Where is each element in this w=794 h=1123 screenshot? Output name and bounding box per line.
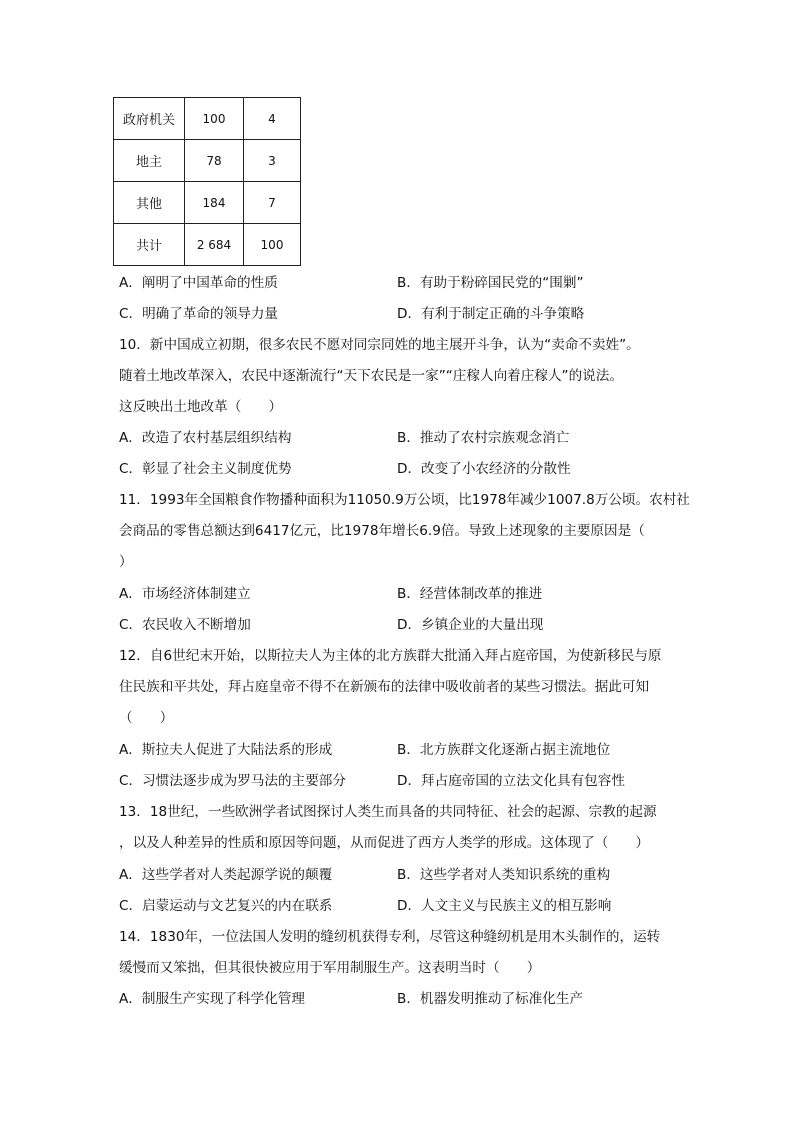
q12-option-c: C．习惯法逐步成为罗马法的主要部分 bbox=[119, 773, 346, 789]
q13-option-a: A．这些学者对人类起源学说的颠覆 bbox=[119, 867, 333, 883]
table-cell: 184 bbox=[185, 182, 244, 224]
q10-option-c: C．彰显了社会主义制度优势 bbox=[119, 461, 292, 477]
q10-option-d: D．改变了小农经济的分散性 bbox=[397, 461, 571, 477]
table-cell: 共计 bbox=[114, 224, 185, 266]
q9-option-d: D．有利于制定正确的斗争策略 bbox=[397, 306, 585, 322]
table-row bbox=[114, 98, 301, 140]
q12-option-b: B．北方族群文化逐渐占据主流地位 bbox=[397, 742, 611, 758]
q11-stem-line: 11．1993年全国粮食作物播种面积为11050.9万公顷，比1978年减少1007.8万公顷。农村社 bbox=[119, 492, 690, 508]
table-row bbox=[114, 224, 301, 266]
table-cell: 其他 bbox=[114, 182, 185, 224]
q12-option-d: D．拜占庭帝国的立法文化具有包容性 bbox=[397, 773, 625, 789]
table-cell: 100 bbox=[185, 98, 244, 140]
table-cell: 100 bbox=[244, 224, 301, 266]
table-cell: 政府机关 bbox=[114, 98, 185, 140]
table-cell: 7 bbox=[244, 182, 301, 224]
q13-option-b: B．这些学者对人类知识系统的重构 bbox=[397, 867, 611, 883]
q12-stem-line: （ ） bbox=[119, 710, 174, 726]
q14-option-a: A．制服生产实现了科学化管理 bbox=[119, 991, 306, 1007]
q10-stem-line: 这反映出土地改革（ ） bbox=[119, 399, 283, 415]
q12-stem-line: 住民族和平共处，拜占庭皇帝不得不在新颁布的法律中吸收前者的某些习惯法。据此可知 bbox=[119, 679, 650, 695]
table-cell: 3 bbox=[244, 140, 301, 182]
q11-option-d: D．乡镇企业的大量出现 bbox=[397, 617, 544, 633]
table-cell: 78 bbox=[185, 140, 244, 182]
table-cell: 2 684 bbox=[185, 224, 244, 266]
q11-option-a: A．市场经济体制建立 bbox=[119, 586, 251, 602]
q10-stem-line: 10．新中国成立初期，很多农民不愿对同宗同姓的地主展开斗争，认为“卖命不卖姓”。 bbox=[119, 337, 640, 353]
q11-option-c: C．农民收入不断增加 bbox=[119, 617, 251, 633]
q13-option-d: D．人文主义与民族主义的相互影响 bbox=[397, 898, 612, 914]
q14-stem-line: 14．1830年，一位法国人发明的缝纫机获得专利，尽管这种缝纫机是用木头制作的，运转 bbox=[119, 929, 661, 945]
q10-option-b: B．推动了农村宗族观念消亡 bbox=[397, 430, 570, 446]
q9-option-c: C．明确了革命的领导力量 bbox=[119, 306, 279, 322]
table-row bbox=[114, 182, 301, 224]
q12-stem-line: 12．自6世纪末开始，以斯拉夫人为主体的北方族群大批涌入拜占庭帝国，为使新移民与原 bbox=[119, 648, 662, 664]
table-row bbox=[114, 140, 301, 182]
q11-stem-line: 会商品的零售总额达到6417亿元，比1978年增长6.9倍。导致上述现象的主要原因是（ bbox=[119, 523, 645, 539]
q11-option-b: B．经营体制改革的推进 bbox=[397, 586, 543, 602]
q10-option-a: A．改造了农村基层组织结构 bbox=[119, 430, 292, 446]
q12-option-a: A．斯拉夫人促进了大陆法系的形成 bbox=[119, 742, 333, 758]
q13-stem-line: ，以及人种差异的性质和原因等问题，从而促进了西方人类学的形成。这体现了（ ） bbox=[119, 835, 650, 851]
q14-stem-line: 缓慢而又笨拙，但其很快被应用于军用制服生产。这表明当时（ ） bbox=[119, 960, 541, 976]
table-cell: 地主 bbox=[114, 140, 185, 182]
q9-option-a: A．阐明了中国革命的性质 bbox=[119, 275, 278, 291]
q13-stem-line: 13．18世纪，一些欧洲学者试图探讨人类生而具备的共同特征、社会的起源、宗教的起源 bbox=[119, 804, 657, 820]
q9-option-b: B．有助于粉碎国民党的“围剿” bbox=[397, 275, 584, 291]
table-cell: 4 bbox=[244, 98, 301, 140]
statistics-table bbox=[113, 97, 301, 266]
q11-stem-line: ） bbox=[119, 554, 133, 570]
q10-stem-line: 随着土地改革深入，农民中逐渐流行“天下农民是一家”“庄稼人向着庄稼人”的说法。 bbox=[119, 368, 623, 384]
q13-option-c: C．启蒙运动与文艺复兴的内在联系 bbox=[119, 898, 333, 914]
q14-option-b: B．机器发明推动了标准化生产 bbox=[397, 991, 584, 1007]
